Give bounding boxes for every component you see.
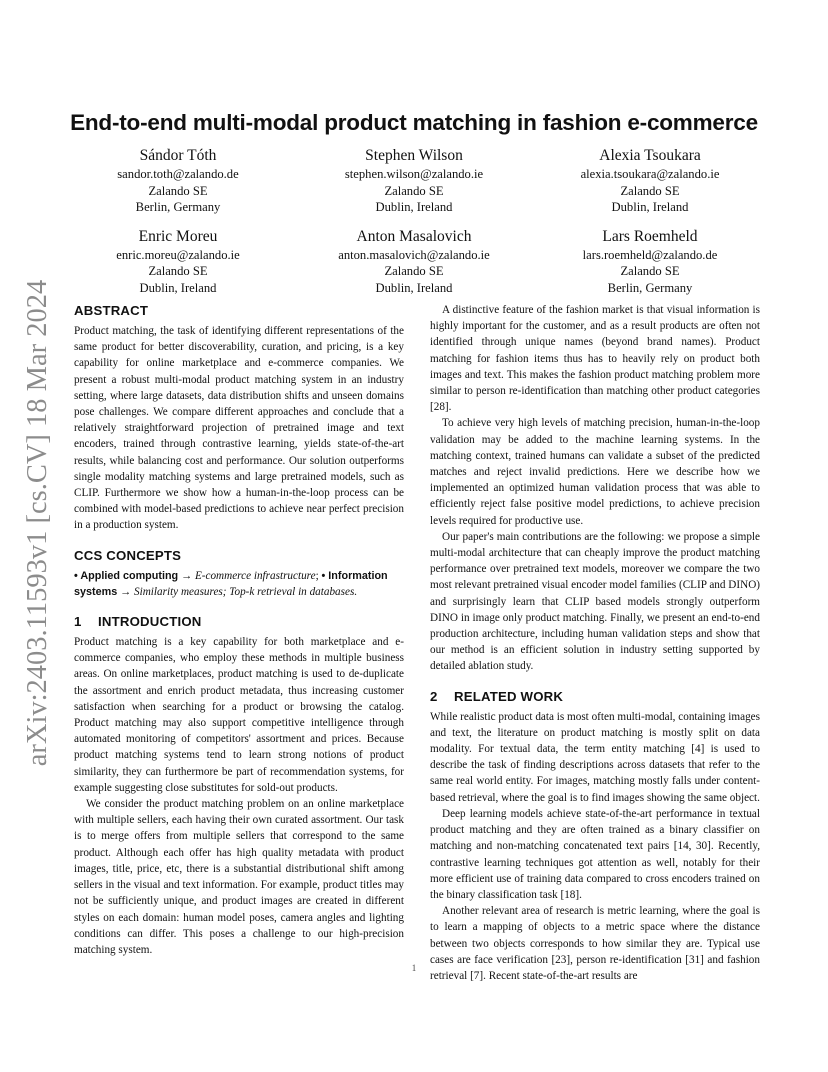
related-work-heading (430, 688, 760, 706)
author-email[interactable]: sandor.toth@zalando.de (117, 167, 239, 181)
author-location: Berlin, Germany (607, 280, 693, 295)
author-org: Zalando SE (620, 264, 680, 278)
arxiv-stamp: arXiv:2403.11593v1 [cs.CV] 18 Mar 2024 (22, 279, 53, 767)
left-column (74, 302, 404, 958)
author-email[interactable]: alexia.tsoukara@zalando.ie (580, 167, 720, 181)
author-email[interactable]: stephen.wilson@zalando.ie (344, 167, 484, 181)
related-paragraph: Deep learning models achieve state-of-the-art performance in textual product matching and they are often trained as a binary classifier on matching and non-matching concatenated text pairs [14, 30]. Recently, contrastive learning techniques got attention as well, notably for their more efficient use of training data compared to cross encoders trained on the binary classification task [18]. (430, 807, 760, 901)
abstract-text: Product matching, the task of identifying different representations of the same product for better discoverability, curation, and pricing, is a key capability for online marketplace and e-commerce companies. We present a robust multi-modal product matching system in an industry setting, where large datasets, data distribution shifts and unseen domains pose challenges. We compare different approaches and conclude that a relatively straightforward projection of pretrained image and text encoders, trained through contrastive learning, yields state-of-the-art results, while balancing cost and performance. Our solution outperforms single modality matching systems and large pretrained models, such as CLIP. Furthermore we show how a human-in-the-loop process can be combined with model-based predictions to achieve near perfect precision in a production system. (74, 325, 404, 532)
author-name: Anton Masalovich (356, 227, 472, 245)
intro-paragraph: Product matching is a key capability for both marketplace and e-commerce companies, who employ these methods in multiple business areas. On online marketplaces, product matching is used to de-duplicate the assortment and enrich product metadata, thus increasing customer satisfaction when searching for a product or browsing the catalog. Product matching may also support competitive intelligence through automated monitoring of competitors' assortment and prices. Because product matching systems tend to learn strong notions of product similarity, they can furthermore be part of recommendation systems, for example suggesting close substitutes for sold-out products. (74, 636, 404, 794)
author-location: Dublin, Ireland (139, 280, 217, 295)
related-paragraph: Another relevant area of research is metric learning, where the goal is to learn a mapping of objects to a metric space where the distance between two objects corresponds to how similar they are. Typical use cases are face verification [23], person re-identification [31] and fashion retrieval [7]. Recent state-of-the-art results are (430, 905, 760, 982)
author-org: Zalando SE (384, 264, 444, 278)
author-email[interactable]: lars.roemheld@zalando.de (582, 247, 718, 262)
section-number: 1 (74, 614, 82, 630)
author-email[interactable]: anton.masalovich@zalando.ie (338, 247, 490, 262)
author-name: Sándor Tóth (139, 147, 217, 164)
ccs-term-2: • Information systems (74, 569, 388, 598)
author (296, 146, 532, 216)
intro-paragraph: We consider the product matching problem on an online marketplace with multiple sellers, each having their own curated assortment. Our task is to merge offers from multiple sellers that correspond to the same product. Although each offer has high quality metadata with product images, title, price, etc, there is a substantial distributional shift among sellers in the visual and text information. For example, product titles may not be sufficiently unique, and product images are created in different styles on each domain: human model poses, camera angles and lighting conditions can differ. This poses a challenge to our high-precision matching system. (74, 798, 404, 956)
intro-paragraph: A distinctive feature of the fashion market is that visual information is highly important for the customer, and as a result products are often not identified through unique names (beyond brand names). Product matching for fashion items thus has to heavily rely on product both images and text. This makes the fashion product matching problem more similar to person re-identification than matching other product categories [28]. (430, 304, 760, 414)
author-location: Dublin, Ireland (611, 200, 689, 214)
section-number: 2 (430, 688, 438, 704)
right-column (430, 302, 760, 984)
author-org: Zalando SE (148, 183, 208, 198)
intro-paragraph: To achieve very high levels of matching precision, human-in-the-loop validation may be added to the machine learning systems. In the matching context, trained humans can validate a subset of the predicted matches and reject invalid predictions. Here we describe how we implemented an optimized human validation process that was able to efficiently reject false positive model predictions, to achieve precision levels required for productive use. (430, 417, 760, 527)
intro-paragraph: Our paper's main contributions are the following: we propose a simple multi-modal architecture that can cheaply improve the product matching performance over pretrained text models, moreover we compare the two most relevant pretrained visual encoder model families (CLIP and DINO) and surprisingly learn that CLIP based models strongly outperform DINO in image only product matching. Finally, we present an end-to-end production architecture, including human validation steps and show that our method is an efficient solution in industry setting supported by detailed ablation study. (430, 530, 760, 673)
author-org: Zalando SE (148, 264, 208, 278)
ccs-subterm-2: → Similarity measures; Top-k retrieval in databases. (120, 585, 358, 598)
author-block (60, 146, 768, 296)
author-org: Zalando SE (620, 183, 680, 198)
ccs-separator: ; (315, 569, 322, 582)
section-title: INTRODUCTION (98, 614, 202, 630)
ccs-concepts (74, 568, 404, 600)
paper-title: End-to-end multi-modal product matching in fashion e-commerce (70, 110, 758, 135)
ccs-heading: CCS CONCEPTS (74, 547, 182, 563)
related-paragraph: While realistic product data is most often multi-modal, containing images and text, the literature on product matching is mostly split on data modality. For textual data, the term entity matching [4] is used to describe the task of finding descriptions across datasets that refer to the same real world entity. For images, matching mostly falls under content-based retrieval, where the goal is to find images showing the same object. (430, 710, 760, 804)
author (532, 146, 768, 216)
author-location: Dublin, Ireland (375, 200, 453, 214)
author-name: Lars Roemheld (602, 227, 698, 245)
page-number: 1 (411, 963, 417, 973)
author (60, 146, 296, 216)
ccs-subterm-1: → E-commerce infrastructure (180, 569, 316, 582)
author-email[interactable]: enric.moreu@zalando.ie (116, 247, 240, 262)
author (296, 227, 532, 297)
author (532, 227, 768, 297)
author (60, 227, 296, 297)
author-location: Dublin, Ireland (375, 280, 453, 295)
author-name: Stephen Wilson (365, 147, 463, 164)
author-org: Zalando SE (384, 183, 444, 198)
abstract-heading: ABSTRACT (74, 303, 149, 318)
author-name: Enric Moreu (138, 227, 218, 245)
author-name: Alexia Tsoukara (599, 147, 701, 164)
ccs-term-1: • Applied computing (74, 569, 179, 582)
intro-heading (74, 613, 404, 631)
author-location: Berlin, Germany (135, 200, 221, 214)
section-title: RELATED WORK (454, 688, 564, 704)
